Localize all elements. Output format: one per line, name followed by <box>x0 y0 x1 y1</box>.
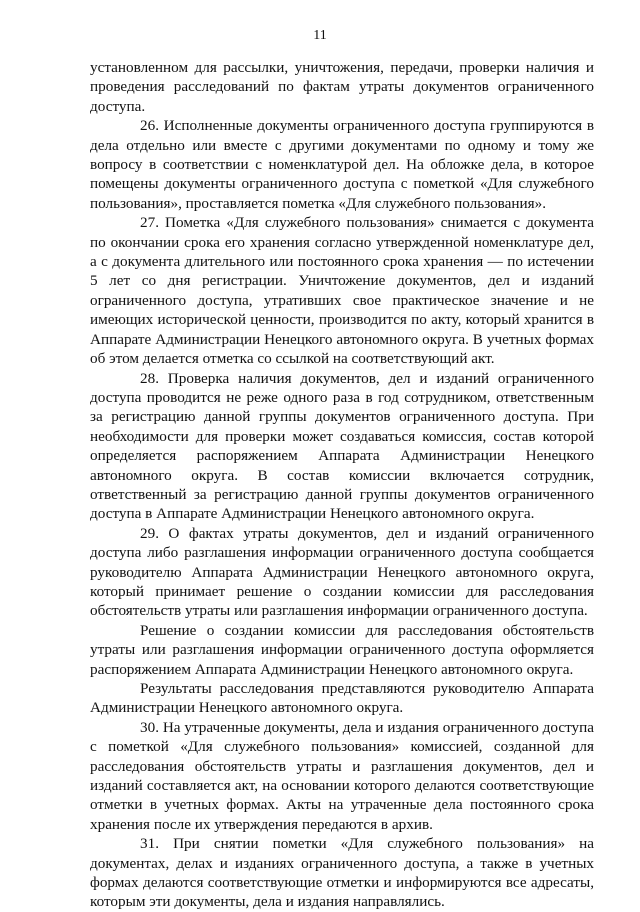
document-body <box>90 58 594 912</box>
paragraph-29-decision: Решение о создании комиссии для расследования обстоятельств утраты или разглашения информации ограниченного доступа оформляется распоряжением Аппарата Администрации Ненецкого автономного округа. <box>90 621 594 678</box>
paragraph-31: 31. При снятии пометки «Для служебного пользования» на документах, делах и изданиях ограниченного доступа, а также в учетных формах делаются соответствующие отметки и информируются все адресаты, которым эти документы, дела и издания направлялись. <box>90 835 594 911</box>
paragraph-continuation: установленном для рассылки, уничтожения, передачи, проверки наличия и проведения расследований по фактам утраты документов ограниченного доступа. <box>90 59 594 115</box>
paragraph-29-results: Результаты расследования представляются руководителю Аппарата Администрации Ненецкого автономного округа. <box>90 680 594 717</box>
paragraph-28: 28. Проверка наличия документов, дел и изданий ограниченного доступа проводится не реже одного раза в год сотрудником, ответственным за регистрацию данной группы документов ограниченного доступа. При необходимости для проверки может создаваться комиссия, состав которой определяется распоряжением Аппарата Администрации Ненецкого автономного округа. В состав комиссии включается сотрудник, ответственный за регистрацию данной группы документов ограниченного доступа в Аппарате Администрации Ненецкого автономного округа. <box>90 369 594 523</box>
paragraph-29: 29. О фактах утраты документов, дел и изданий ограниченного доступа либо разглашения информации ограниченного доступа сообщается руководителю Аппарата Администрации Ненецкого автономного округа, который принимает решение о создании комиссии для расследования обстоятельств утраты или разглашения информации ограниченного доступа. <box>90 524 594 620</box>
page-number: 11 <box>313 28 327 43</box>
paragraph-27: 27. Пометка «Для служебного пользования» снимается с документа по окончании срока его хранения согласно утвержденной номенклатуре дел, а с документа длительного или постоянного срока хранения — по истечении 5 лет со дня регистрации. Уничтожение документов, дел и изданий ограниченного доступа, утративших свое практическое значение и не имеющих исторической ценности, производится по акту, который хранится в Аппарате Администрации Ненецкого автономного округа. В учетных формах об этом делается отметка со ссылкой на соответствующий акт. <box>90 214 594 368</box>
paragraph-30: 30. На утраченные документы, дела и издания ограниченного доступа с пометкой «Для служебного пользования» комиссией, созданной для расследования обстоятельств утраты и разглашения документов, дел и изданий составляется акт, на основании которого делаются соответствующие отметки в учетных формах. Акты на утраченные дела постоянного срока хранения после их утверждения передаются в архив. <box>90 718 594 833</box>
paragraph-26: 26. Исполненные документы ограниченного доступа группируются в дела отдельно или вместе с другими документами по одному и тому же вопросу в соответствии с номенклатурой дел. На обложке дела, в которое помещены документы ограниченного доступа с пометкой «Для служебного пользования», проставляется пометка «Для служебного пользования». <box>90 117 594 212</box>
